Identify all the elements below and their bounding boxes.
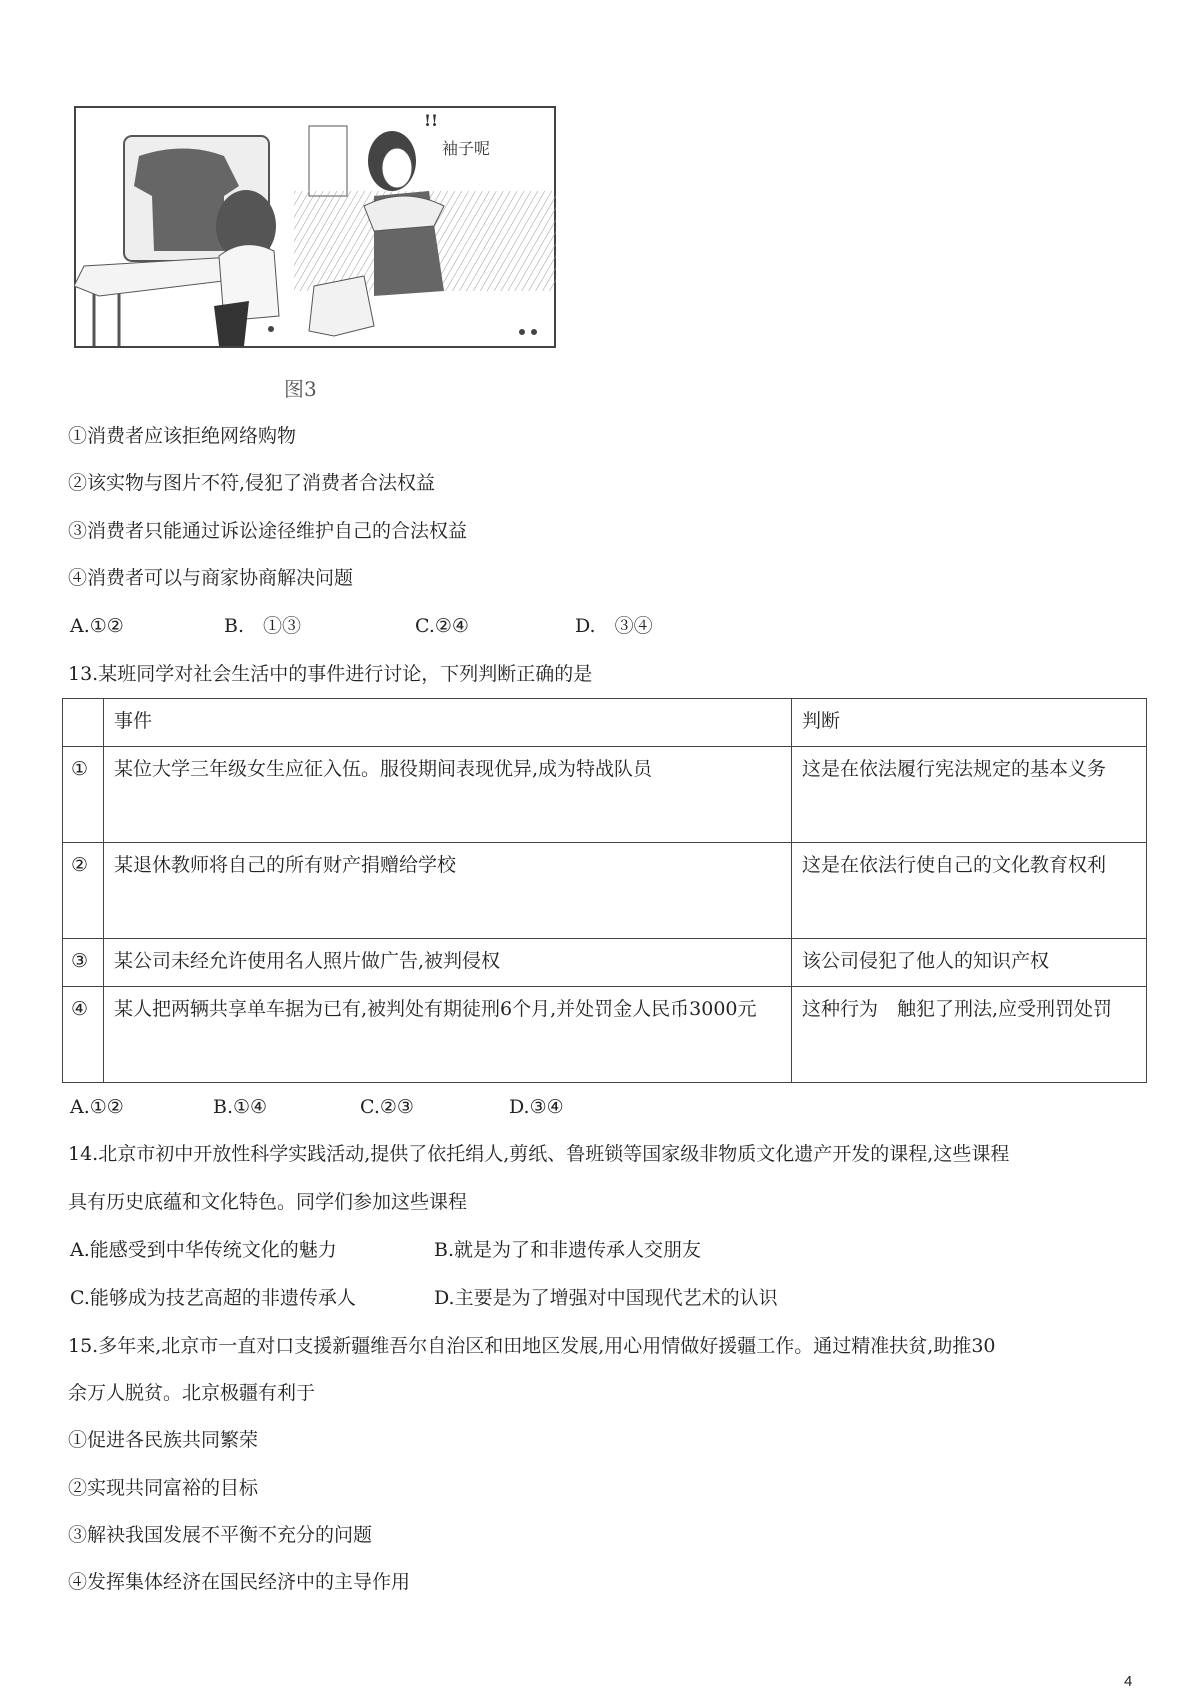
header-judgment: 判断 xyxy=(792,699,1147,747)
page-number: 4 xyxy=(1124,1673,1133,1690)
q12-option-c: C.②④ xyxy=(415,615,469,637)
table-header-row xyxy=(63,699,1147,747)
q15-stem-line2: 余万人脱贫。北京极疆有利于 xyxy=(68,1382,316,1404)
q13-option-a: A.①② xyxy=(70,1096,124,1118)
q14-stem-line1: 14.北京市初中开放性科学实践活动,提供了依托绢人,剪纸、鲁班锁等国家级非物质文化遗产开发的课程,这些课程 xyxy=(68,1143,1010,1165)
row-event: 某人把两辆共享单车据为已有,被判处有期徒刑6个月,并处罚金人民币3000元 xyxy=(104,987,792,1083)
q14-option-c: C.能够成为技艺高超的非遗传承人 xyxy=(70,1287,356,1309)
q15-statement-3: ③解袂我国发展不平衡不充分的问题 xyxy=(68,1524,373,1546)
row-event: 某公司未经允许使用名人照片做广告,被判侵权 xyxy=(104,939,792,987)
q13-option-b: B.①④ xyxy=(213,1096,268,1118)
row-event: 某退休教师将自己的所有财产捐赠给学校 xyxy=(104,843,792,939)
row-index: ① xyxy=(63,747,104,843)
q14-option-d: D.主要是为了增强对中国现代艺术的认识 xyxy=(434,1287,778,1309)
q12-option-a: A.①② xyxy=(70,615,124,637)
header-index xyxy=(63,699,104,747)
row-index: ② xyxy=(63,843,104,939)
q13-option-d: D.③④ xyxy=(509,1096,564,1118)
q15-statement-1: ①促进各民族共同繁荣 xyxy=(68,1429,259,1451)
row-index: ③ xyxy=(63,939,104,987)
q12-option-b: B. ①③ xyxy=(224,615,302,637)
q15-statement-4: ④发挥集体经济在国民经济中的主导作用 xyxy=(68,1571,411,1593)
row-event: 某位大学三年级女生应征入伍。服役期间表现优异,成为特战队员 xyxy=(104,747,792,843)
speech-text: 袖子呢 xyxy=(442,139,491,158)
header-event: 事件 xyxy=(104,699,792,747)
exclaim-text: !! xyxy=(424,111,439,130)
q15-stem-line1: 15.多年来,北京市一直对口支援新疆维吾尔自治区和田地区发展,用心用情做好援疆工作。通过精准扶贫,助推30 xyxy=(68,1335,996,1357)
row-judgment: 这种行为 触犯了刑法,应受刑罚处罚 xyxy=(792,987,1147,1083)
q13-stem: 13.某班同学对社会生活中的事件进行讨论，下列判断正确的是 xyxy=(68,663,593,685)
cartoon-figure xyxy=(74,106,556,352)
q13-option-c: C.②③ xyxy=(360,1096,414,1118)
table-row xyxy=(63,843,1147,939)
q15-statement-2: ②实现共同富裕的目标 xyxy=(68,1477,259,1499)
q12-statement-3: ③消费者只能通过诉讼途径维护自己的合法权益 xyxy=(68,520,468,542)
q14-option-a: A.能感受到中华传统文化的魅力 xyxy=(70,1239,337,1261)
q12-option-d: D. ③④ xyxy=(575,615,653,637)
row-index: ④ xyxy=(63,987,104,1083)
q12-statement-1: ①消费者应该拒绝网络购物 xyxy=(68,425,297,447)
row-judgment: 该公司侵犯了他人的知识产权 xyxy=(792,939,1147,987)
table-row xyxy=(63,939,1147,987)
q12-statement-4: ④消费者可以与商家协商解决问题 xyxy=(68,567,354,589)
q12-statement-2: ②该实物与图片不符,侵犯了消费者合法权益 xyxy=(68,472,436,494)
figure-caption: 图3 xyxy=(284,377,317,401)
table-row xyxy=(63,987,1147,1083)
row-judgment: 这是在依法履行宪法规定的基本义务 xyxy=(792,747,1147,843)
row-judgment: 这是在依法行使自己的文化教育权利 xyxy=(792,843,1147,939)
q13-table xyxy=(62,698,1147,1083)
q14-option-b: B.就是为了和非遗传承人交朋友 xyxy=(434,1239,702,1261)
table-row xyxy=(63,747,1147,843)
cartoon-illustration xyxy=(74,106,556,352)
q14-stem-line2: 具有历史底蕴和文化特色。同学们参加这些课程 xyxy=(68,1191,468,1213)
